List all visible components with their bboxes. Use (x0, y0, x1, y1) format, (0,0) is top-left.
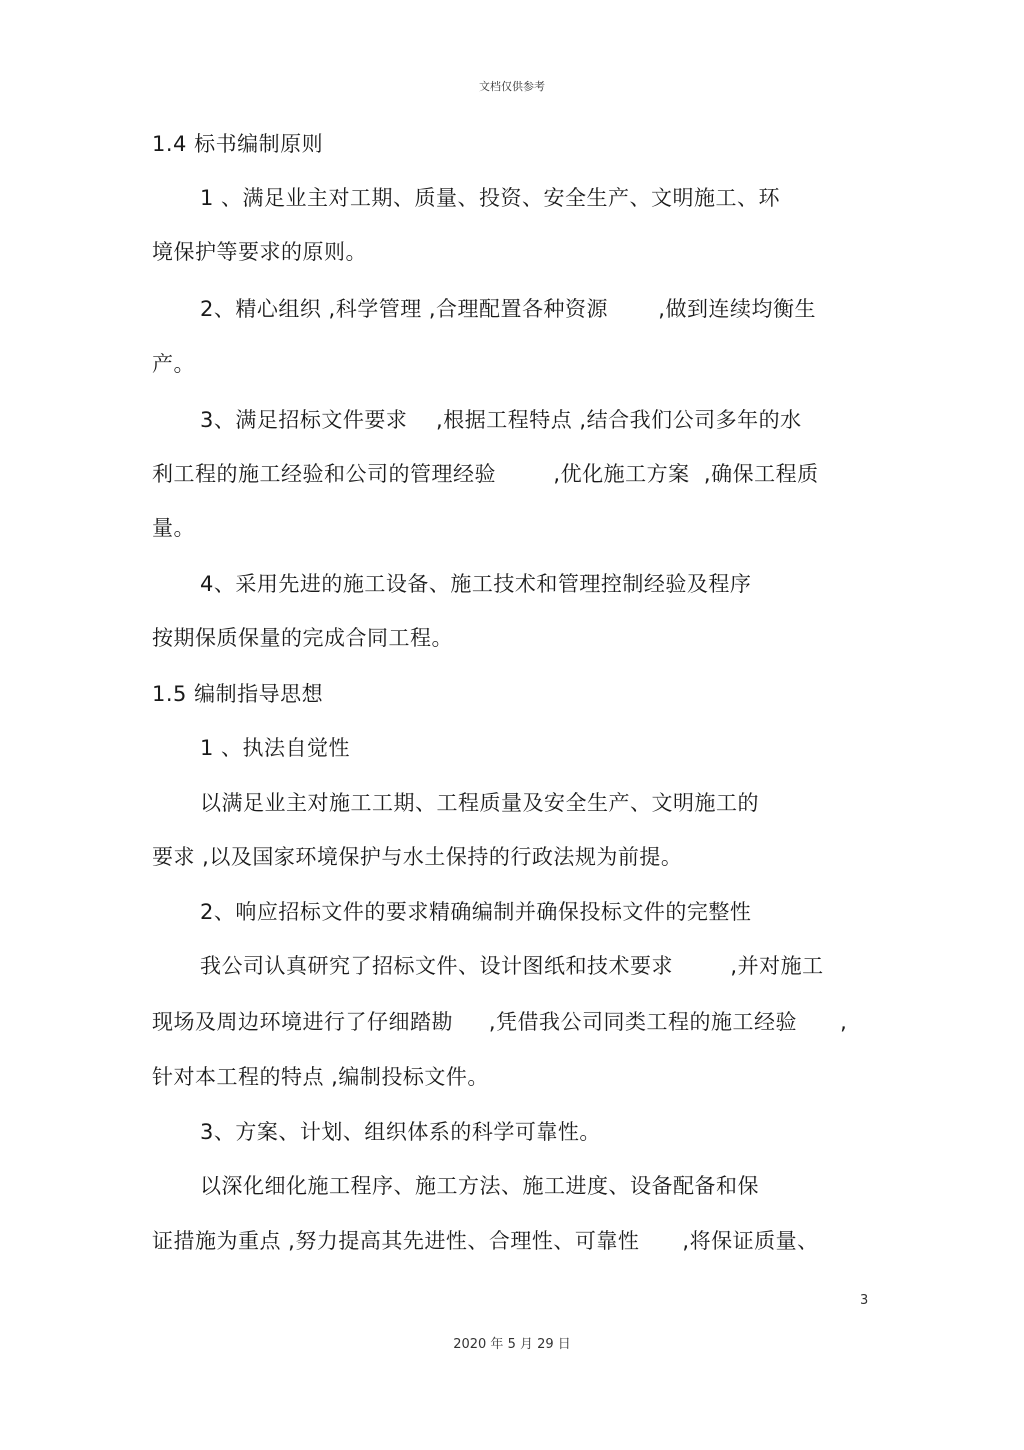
paragraph-line: 按期保质保量的完成合同工程。 (152, 626, 453, 650)
paragraph-line: 2、精心组织 ,科学管理 ,合理配置各种资源 ,做到连续均衡生 (200, 297, 816, 321)
paragraph-line: 利工程的施工经验和公司的管理经验 ,优化施工方案 ,确保工程质 (152, 462, 819, 486)
section-heading: 1.5 编制指导思想 (152, 682, 324, 706)
paragraph-line: 3、方案、计划、组织体系的科学可靠性。 (200, 1120, 601, 1144)
paragraph-line: 量。 (152, 516, 195, 540)
paragraph-line: 4、采用先进的施工设备、施工技术和管理控制经验及程序 (200, 572, 752, 596)
paragraph-line: 产。 (152, 352, 195, 376)
section-heading: 1.4 标书编制原则 (152, 132, 324, 156)
paragraph-line: 以深化细化施工程序、施工方法、施工进度、设备配备和保 (200, 1174, 759, 1198)
paragraph-line: 以满足业主对施工工期、工程质量及安全生产、文明施工的 (200, 791, 759, 815)
page-number: 3 (860, 1293, 869, 1308)
paragraph-line: 要求 ,以及国家环境保护与水土保持的行政法规为前提。 (152, 845, 683, 869)
paragraph-line: 3、满足招标文件要求 ,根据工程特点 ,结合我们公司多年的水 (200, 408, 802, 432)
paragraph-line: 现场及周边环境进行了仔细踏勘 ,凭借我公司同类工程的施工经验 , (152, 1010, 848, 1034)
paragraph-line: 我公司认真研究了招标文件、设计图纸和技术要求 ,并对施工 (200, 954, 824, 978)
paragraph-line: 证措施为重点 ,努力提高其先进性、合理性、可靠性 ,将保证质量、 (152, 1229, 819, 1253)
page-header: 文档仅供参考 (479, 80, 545, 93)
paragraph-line: 2、响应招标文件的要求精确编制并确保投标文件的完整性 (200, 900, 752, 924)
paragraph-line: 境保护等要求的原则。 (152, 240, 367, 264)
paragraph-line: 针对本工程的特点 ,编制投标文件。 (152, 1065, 489, 1089)
footer-date: 2020 年 5 月 29 日 (453, 1337, 571, 1352)
paragraph-line: 1 、满足业主对工期、质量、投资、安全生产、文明施工、环 (200, 186, 781, 210)
paragraph-line: 1 、执法自觉性 (200, 736, 351, 760)
